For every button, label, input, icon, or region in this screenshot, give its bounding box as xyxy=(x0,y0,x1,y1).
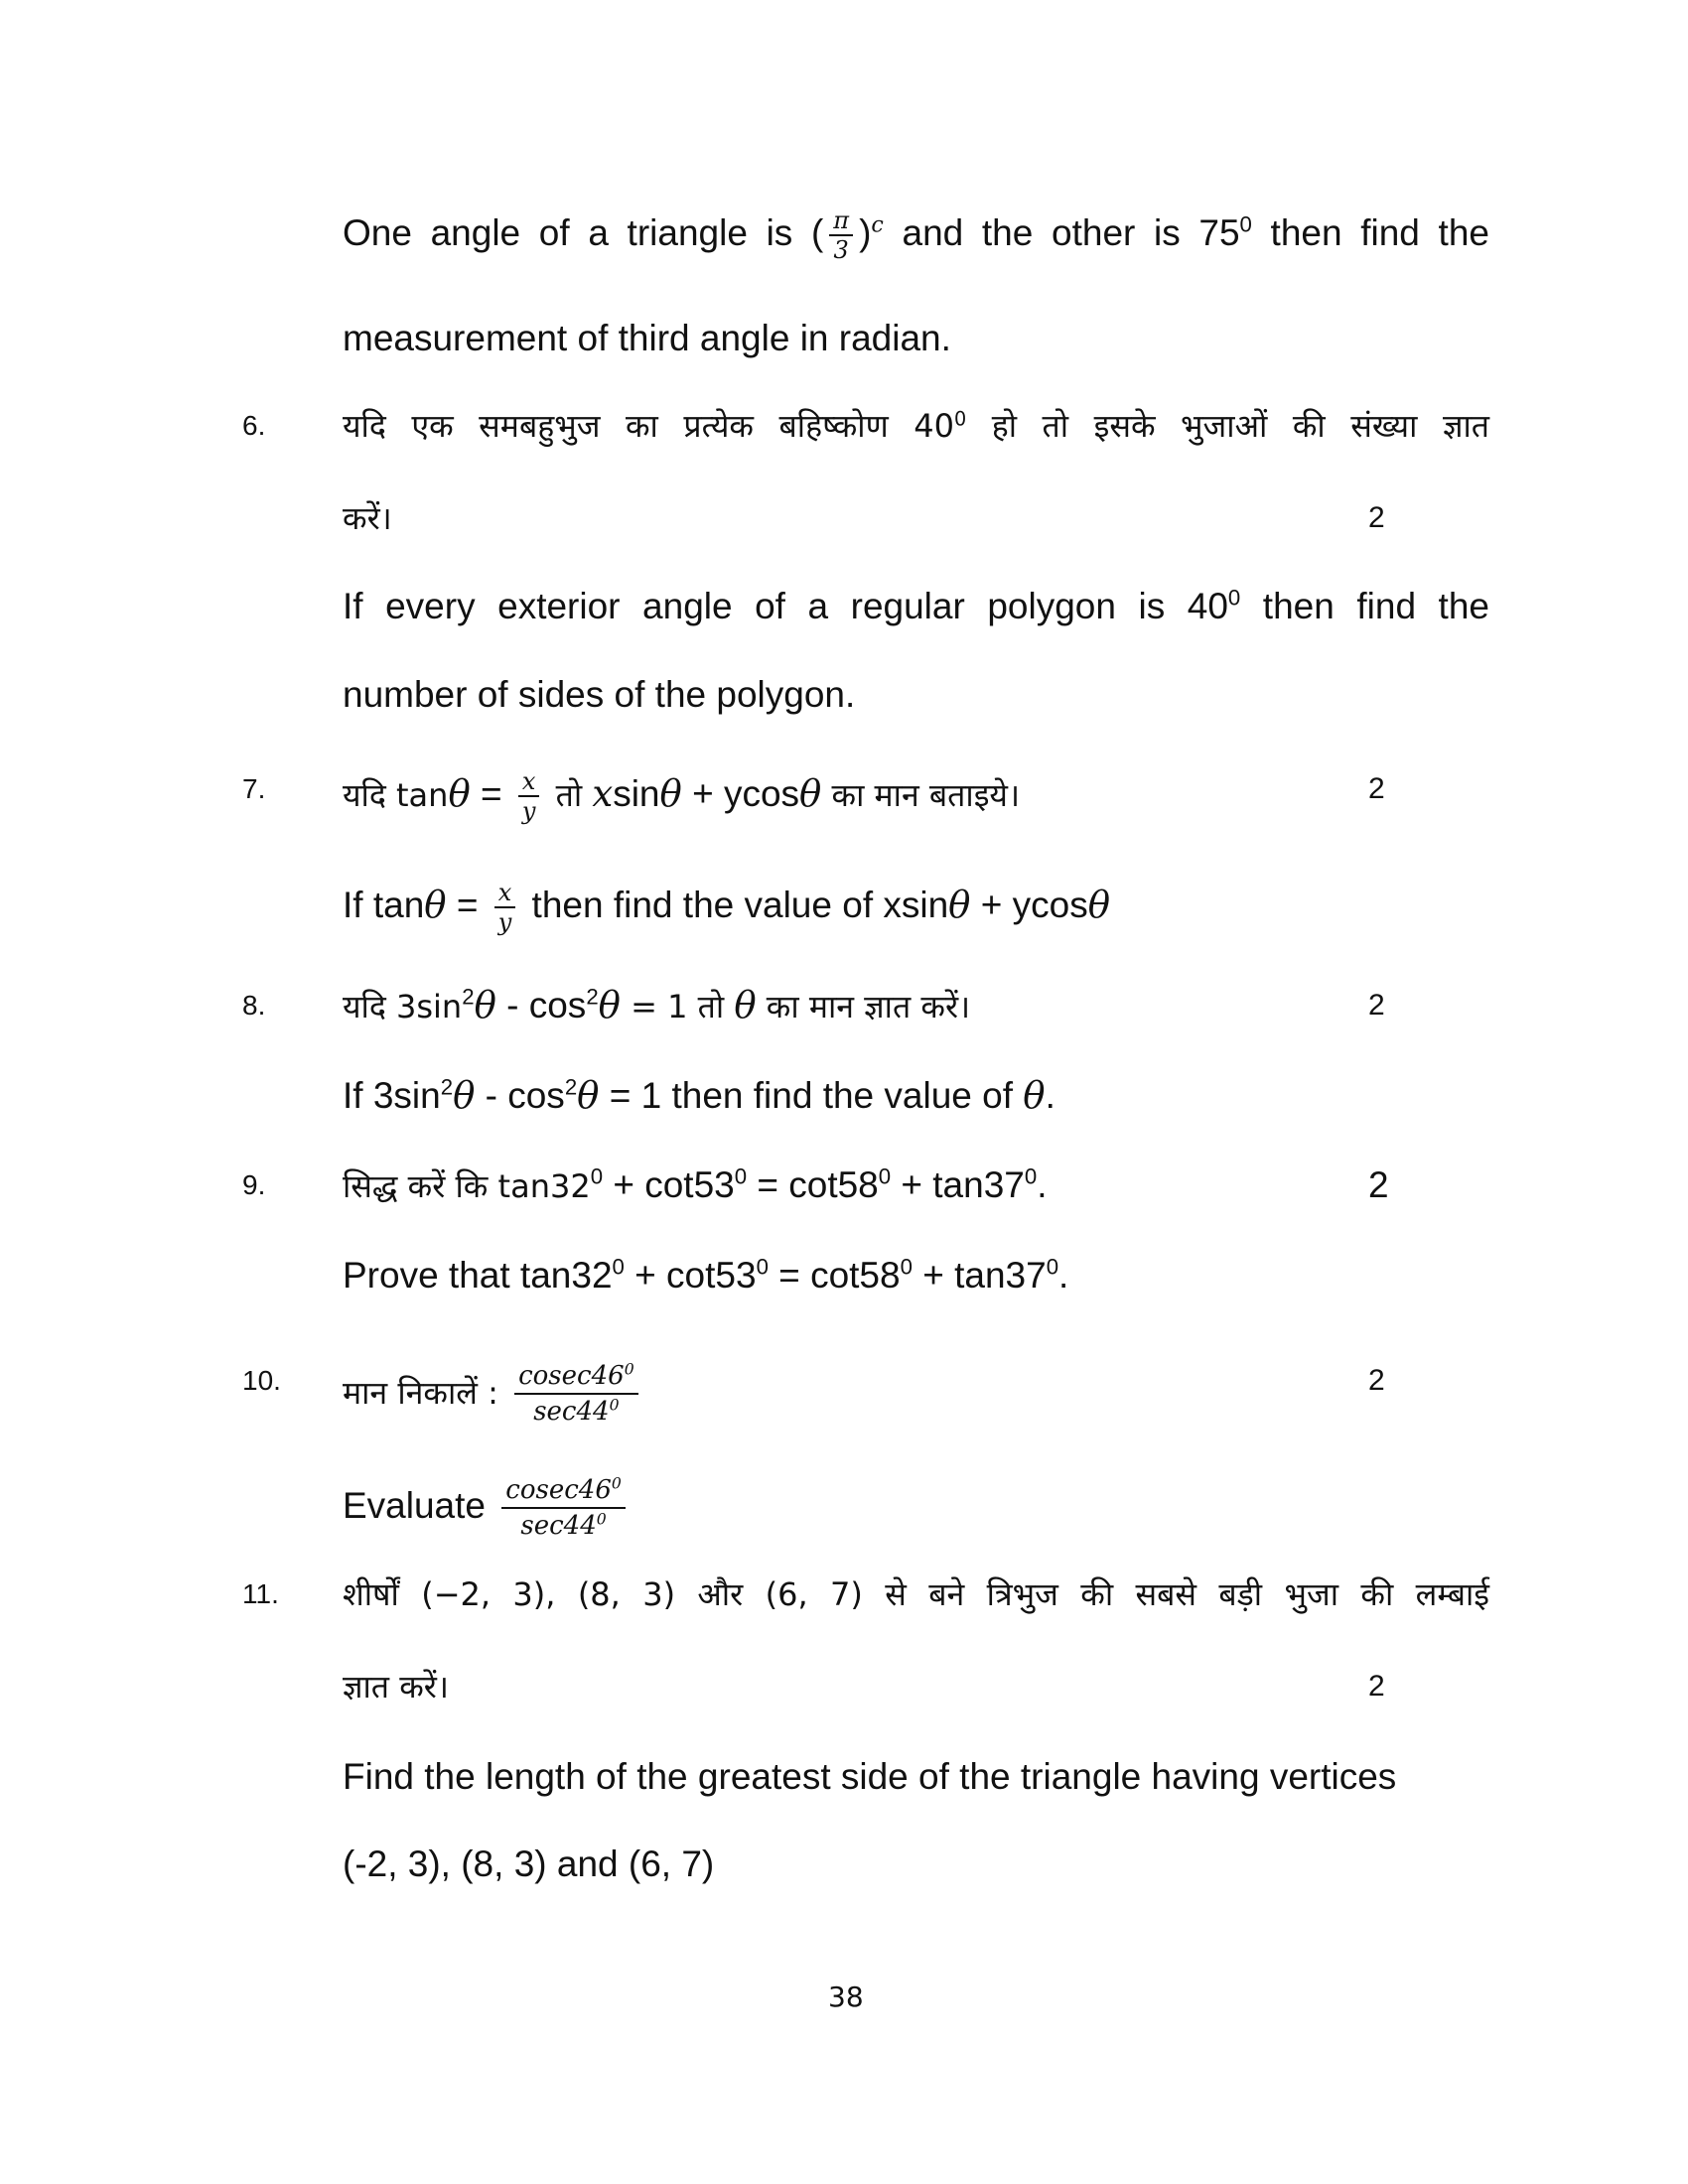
q5-english-line-1: One angle of a triangle is ( $\frac{\pi}{3}$ )$^c$ and the other is $75^0$ then find the xyxy=(343,206,1489,264)
q7-english: If tanθ = $\frac{x}{y}$ then find the value of xsinθ + ycosθ xyxy=(343,879,1110,936)
q6-english-line-2: number of sides of the polygon. xyxy=(343,674,856,715)
x-over-y-fraction: $\frac{x}{y}$ xyxy=(518,767,540,825)
q8-english: If $3\sin^2\theta - \cos^2\theta = 1$ then find the value of θ. xyxy=(343,1074,1055,1117)
cosec-over-sec-fraction: $\frac{cosec46^0}{\sec 44^0}$ xyxy=(514,1359,638,1429)
q7-hindi: यदि tanθ = $\frac{x}{y}$ तो xsinθ + ycosθ का मान बताइये। xyxy=(343,767,1021,825)
question-number-11: 11. xyxy=(242,1578,279,1609)
q10-hindi: मान निकालें : $\frac{cosec46^0}{\sec 44^0}$ xyxy=(343,1359,644,1429)
page-number: 38 xyxy=(828,1980,864,2013)
pi-over-3-fraction: $\frac{\pi}{3}$ xyxy=(829,206,853,264)
q7-marks: 2 xyxy=(1368,772,1385,805)
q10-english: Evaluate $\frac{cosec46^0}{\sec 44^0}$ xyxy=(343,1473,632,1543)
q11-hindi-line-2: ज्ञात करें। xyxy=(343,1668,450,1706)
q8-marks: 2 xyxy=(1368,989,1385,1022)
q6-english-line-1: If every exterior angle of a regular polygon is $40^0$ then find the xyxy=(343,585,1489,626)
q11-english-line-2: (-2, 3), (8, 3) and (6, 7) xyxy=(343,1843,715,1884)
question-number-9: 9. xyxy=(242,1169,266,1200)
q5-english-line-2: measurement of third angle in radian. xyxy=(343,318,951,358)
q8-hindi: यदि $3\sin^2\theta - \cos^2\theta = 1$ तो θ का मान ज्ञात करें। xyxy=(343,984,971,1026)
question-number-6: 6. xyxy=(242,410,266,441)
q9-hindi: सिद्ध करें कि $\tan 32^0 + \cot 53^0 = \cot 58^0 + \tan 37^0$. xyxy=(343,1163,1048,1205)
q10-marks: 2 xyxy=(1368,1364,1385,1397)
q11-hindi-line-1: शीर्षों (−2, 3), (8, 3) और (6, 7) से बने त्रिभुज की सबसे बड़ी भुजा की लम्बाई xyxy=(343,1575,1489,1613)
cosec-over-sec-fraction: $\frac{cosec46^0}{\sec 44^0}$ xyxy=(501,1473,626,1543)
question-number-7: 7. xyxy=(242,773,266,804)
question-number-10: 10. xyxy=(242,1365,281,1396)
q6-hindi-line-1: यदि एक समबहुभुज का प्रत्येक बहिष्कोण $40^0$ हो तो इसके भुजाओं की संख्या ज्ञात xyxy=(343,407,1489,445)
q11-english-line-1: Find the length of the greatest side of the triangle having vertices xyxy=(343,1756,1397,1797)
q9-marks: 2 xyxy=(1368,1164,1389,1205)
q9-english: Prove that $\tan 32^0 + \cot 53^0 = \cot 58^0 + \tan 37^0$. xyxy=(343,1254,1069,1296)
x-over-y-fraction: $\frac{x}{y}$ xyxy=(494,879,516,936)
q6-hindi-line-2: करें। xyxy=(343,499,392,537)
q6-marks: 2 xyxy=(1368,501,1385,534)
question-number-8: 8. xyxy=(242,990,266,1021)
q11-marks: 2 xyxy=(1368,1670,1385,1703)
